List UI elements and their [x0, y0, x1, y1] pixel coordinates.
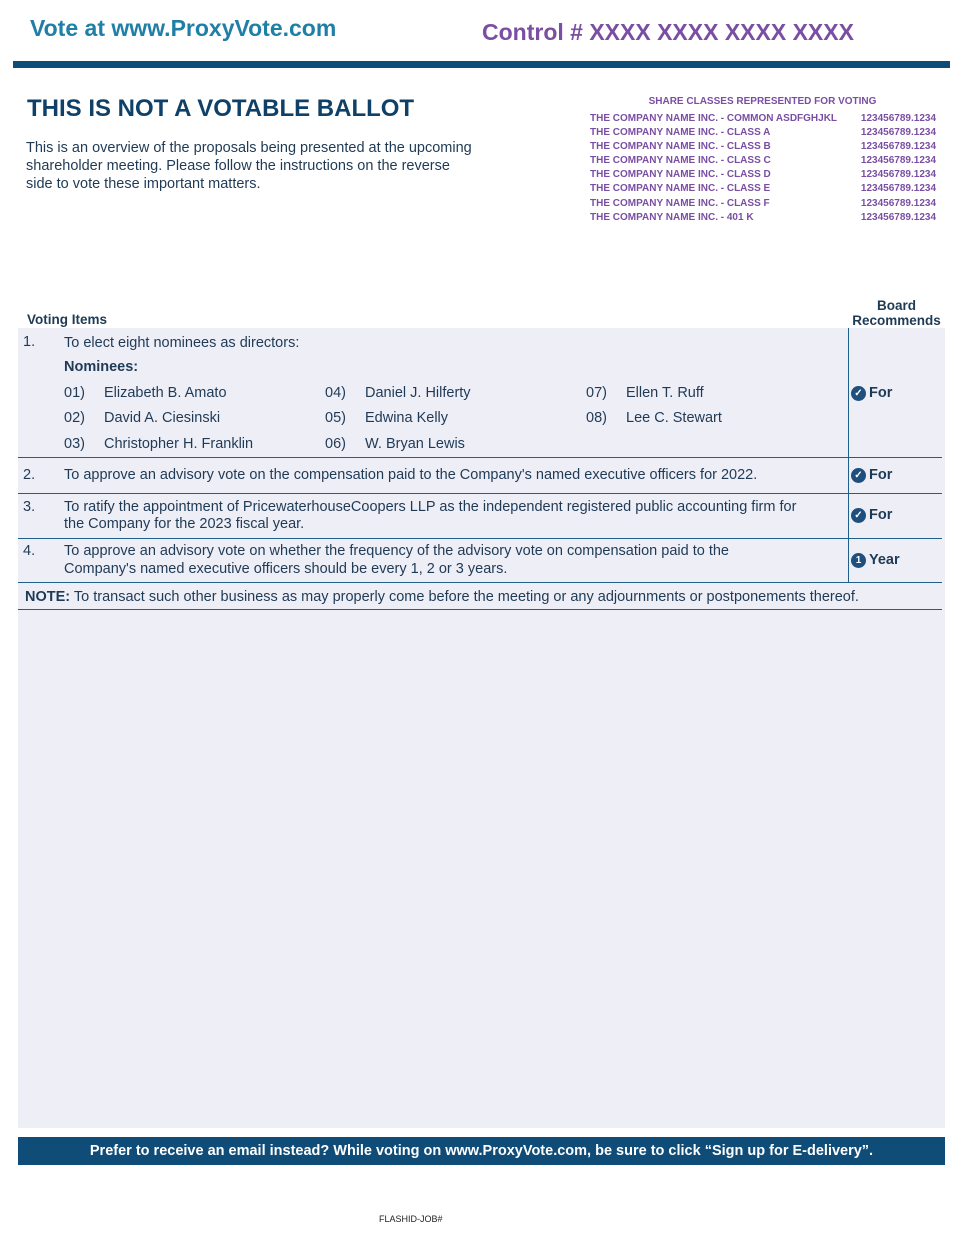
board-recommends-header [848, 298, 945, 328]
item-3-text-line2: the Company for the 2023 fiscal year. [64, 516, 305, 532]
board-header-line2: Recommends [852, 313, 941, 328]
share-class-name: THE COMPANY NAME INC. - 401 K [590, 211, 754, 223]
item-1-recommendation [851, 385, 892, 401]
check-circle-icon: ✓ [851, 386, 866, 401]
nominee-number: 01) [64, 385, 85, 401]
item-1-text: To elect eight nominees as directors: [64, 335, 300, 351]
item-2-recommendation [851, 467, 892, 483]
recommendation-label: Year [869, 552, 900, 568]
nominee-name: Daniel J. Hilferty [365, 385, 471, 401]
share-class-name: THE COMPANY NAME INC. - CLASS F [590, 197, 770, 209]
recommendation-label: For [869, 467, 893, 483]
share-class-row [590, 211, 936, 225]
share-class-amount: 123456789.1234 [860, 183, 936, 195]
share-class-row [590, 112, 936, 126]
share-class-row [590, 126, 936, 140]
recommendation-label: For [869, 507, 893, 523]
share-class-row [590, 168, 936, 182]
nominee-name: Ellen T. Ruff [626, 385, 704, 401]
nominee-number: 04) [325, 385, 346, 401]
share-class-amount: 123456789.1234 [860, 169, 936, 181]
item-2-text: To approve an advisory vote on the compensation paid to the Company's named executive officers for 2022. [64, 467, 758, 483]
voting-items-header: Voting Items [27, 312, 108, 327]
recommendation-label: For [869, 385, 893, 401]
item-4-number: 4. [23, 543, 36, 559]
nominee-number: 07) [586, 385, 607, 401]
share-class-name: THE COMPANY NAME INC. - CLASS B [590, 141, 771, 153]
note [25, 589, 859, 605]
control-number: Control # XXXX XXXX XXXX XXXX [482, 19, 854, 45]
nominee-name: Edwina Kelly [365, 410, 449, 426]
nominee-number: 02) [64, 410, 85, 426]
share-classes-heading: SHARE CLASSES REPRESENTED FOR VOTING [648, 96, 877, 107]
check-circle-icon: ✓ [851, 508, 866, 523]
share-class-name: THE COMPANY NAME INC. - CLASS A [590, 127, 771, 139]
item-2-number: 2. [23, 467, 36, 483]
recommendation-column-divider [848, 328, 849, 582]
flash-job-id: FLASHID-JOB# [379, 1214, 443, 1224]
share-class-row [590, 197, 936, 211]
share-class-row [590, 140, 936, 154]
edelivery-banner: Prefer to receive an email instead? While voting on www.ProxyVote.com, be sure to click “Sign up for E-delivery”. [18, 1137, 945, 1165]
check-circle-icon: ✓ [851, 468, 866, 483]
share-classes-list [590, 112, 936, 225]
item-3-text-line1: To ratify the appointment of PricewaterhouseCoopers LLP as the independent registered public accounting firm for [64, 499, 797, 515]
share-class-name: THE COMPANY NAME INC. - CLASS E [590, 183, 771, 195]
nominee-number: 03) [64, 436, 85, 452]
share-class-name: THE COMPANY NAME INC. - COMMON ASDFGHJKL [590, 113, 838, 124]
row-divider [18, 493, 942, 494]
note-text: To transact such other business as may properly come before the meeting or any adjournments or postponements thereof. [70, 589, 859, 605]
share-class-amount: 123456789.1234 [860, 141, 936, 153]
share-class-amount: 123456789.1234 [860, 113, 936, 124]
share-class-amount: 123456789.1234 [860, 211, 936, 223]
nominees-label: Nominees: [64, 359, 139, 375]
share-class-name: THE COMPANY NAME INC. - CLASS D [590, 169, 771, 181]
item-4-recommendation [851, 552, 900, 568]
vote-at-url: Vote at www.ProxyVote.com [30, 15, 337, 41]
board-header-line1: Board [876, 298, 916, 313]
nominee-number: 06) [325, 436, 346, 452]
intro-text: This is an overview of the proposals being presented at the upcoming shareholder meeting. Please follow the instructions on the reverse side to vote these important matters. [26, 140, 472, 192]
nominee-name: Christopher H. Franklin [104, 436, 254, 452]
number-one-circle-icon: 1 [851, 553, 866, 568]
row-divider [18, 457, 942, 458]
item-3-recommendation [851, 507, 892, 523]
share-class-amount: 123456789.1234 [860, 155, 936, 167]
nominee-name: Elizabeth B. Amato [104, 385, 227, 401]
nominee-number: 08) [586, 410, 607, 426]
row-divider [18, 582, 942, 583]
share-class-amount: 123456789.1234 [860, 127, 936, 139]
share-class-amount: 123456789.1234 [860, 197, 936, 209]
nominee-name: Lee C. Stewart [626, 410, 722, 426]
nominee-number: 05) [325, 410, 346, 426]
ballot-title: THIS IS NOT A VOTABLE BALLOT [27, 95, 415, 122]
item-4-text-line2: Company's named executive officers should be every 1, 2 or 3 years. [64, 561, 508, 577]
share-class-row [590, 182, 936, 196]
item-1-number: 1. [23, 334, 36, 350]
nominee-name: David A. Ciesinski [104, 410, 221, 426]
item-3-number: 3. [23, 499, 36, 515]
share-class-row [590, 154, 936, 168]
row-divider [18, 538, 942, 539]
note-label: NOTE: [25, 589, 71, 605]
item-4-text-line1: To approve an advisory vote on whether the frequency of the advisory vote on compensation paid to the [64, 543, 729, 559]
header-divider [13, 61, 950, 68]
share-class-name: THE COMPANY NAME INC. - CLASS C [590, 155, 771, 167]
note-divider [18, 609, 942, 610]
nominee-name: W. Bryan Lewis [365, 436, 465, 452]
